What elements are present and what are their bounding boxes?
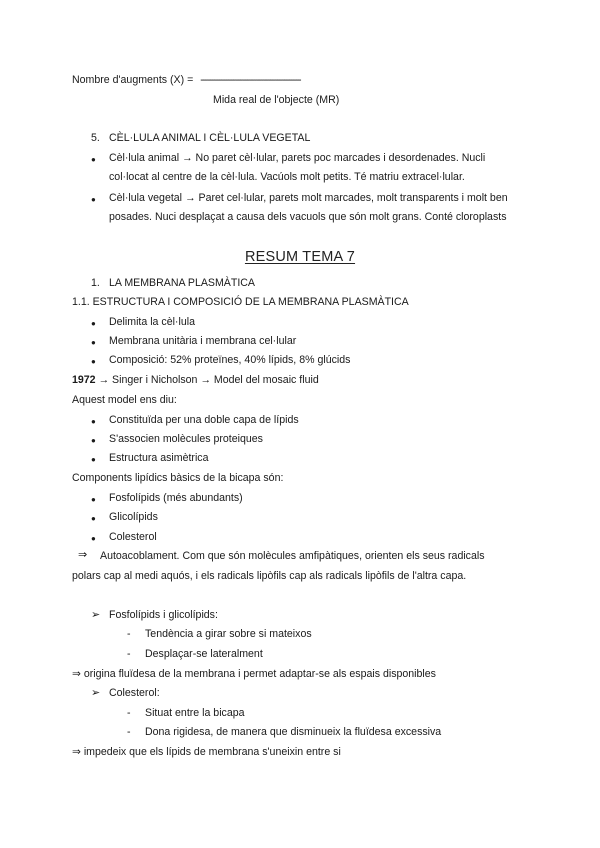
model-intro: Aquest model ens diu: (72, 394, 177, 406)
plant-cell-line2: posades. Nuci desplaçat a causa dels vacuols que són molt grans. Conté cloroplasts (109, 211, 507, 223)
model-text: → Singer i Nicholson → Model del mosaic fluid (95, 374, 319, 386)
bullet-dot: ● (91, 195, 96, 204)
bullet-dot: ● (91, 319, 96, 328)
colest-item: Situat entre la bicapa (145, 707, 245, 719)
fosfo-item: Tendència a girar sobre si mateixos (145, 628, 312, 640)
model-line (72, 374, 319, 386)
colest-item: Dona rigidesa, de manera que disminueix la fluïdesa excessiva (145, 726, 442, 738)
fosfo-item: Desplaçar-se lateralment (145, 648, 263, 660)
formula-numerator (72, 74, 300, 86)
fosfo-heading: Fosfolípids i glicolípids: (109, 609, 218, 621)
impedeix-line: ⇒ impedeix que els lípids de membrana s'uneixin entre si (72, 746, 341, 758)
bullet-dot: ● (91, 514, 96, 523)
formula-left: Nombre d'augments (X) = (72, 74, 194, 86)
list2-item: S'associen molècules proteiques (109, 433, 263, 445)
list1-item: Composició: 52% proteïnes, 40% lípids, 8% glúcids (109, 354, 351, 366)
list2-item: Constituïda per una doble capa de lípids (109, 414, 299, 426)
bullet-dot: ● (91, 455, 96, 464)
subheading: 1.1. ESTRUCTURA I COMPOSICIÓ DE LA MEMBRANA PLASMÀTICA (72, 296, 409, 308)
auto-line2: polars cap al medi aquós, i els radicals lipòfils cap als radicals lipòfils de l'altra capa. (72, 570, 467, 582)
dash-bullet: - (127, 726, 131, 738)
list1-item: Membrana unitària i membrana cel·lular (109, 335, 297, 347)
year: 1972 (72, 374, 96, 386)
auto-line1: Autoacoblament. Com que són molècules amfipàtiques, orienten els seus radicals (100, 550, 485, 562)
item1-heading: LA MEMBRANA PLASMÀTICA (109, 277, 255, 289)
list1-item: Delimita la cèl·lula (109, 316, 195, 328)
list3-item: Colesterol (109, 531, 157, 543)
bullet-dot: ● (91, 417, 96, 426)
dash-bullet: - (127, 648, 131, 660)
bullet-dot: ● (91, 495, 96, 504)
components-intro: Components lipídics bàsics de la bicapa són: (72, 472, 284, 484)
colest-heading: Colesterol: (109, 687, 160, 699)
bullet-dot: ● (91, 155, 96, 164)
resum-title: RESUM TEMA 7 (244, 249, 356, 265)
animal-cell-line2: col·locat al centre de la cèl·lula. Vacúols molt petits. Té matriu extracel·lular. (109, 171, 465, 183)
plant-cell-line1: Cèl·lula vegetal → Paret cel·lular, parets molt marcades, molt transparents i molt ben (109, 192, 508, 204)
item1-number: 1. (91, 277, 100, 289)
list2-item: Estructura asimètrica (109, 452, 209, 464)
list3-item: Fosfolípids (més abundants) (109, 492, 243, 504)
double-arrow-icon: ⇒ (78, 549, 88, 561)
bullet-dot: ● (91, 338, 96, 347)
arrow-bullet-icon: ➢ (91, 687, 101, 699)
bullet-dot: ● (91, 436, 96, 445)
bullet-dot: ● (91, 357, 96, 366)
fluidesa-line: ⇒ origina fluïdesa de la membrana i permet adaptar-se als espais disponibles (72, 668, 436, 680)
dash-bullet: - (127, 628, 131, 640)
formula-line: ------------------------------------------- (200, 74, 301, 86)
animal-cell-line1: Cèl·lula animal → No paret cèl·lular, parets poc marcades i desordenades. Nucli (109, 152, 486, 164)
section5-heading: CÈL·LULA ANIMAL I CÈL·LULA VEGETAL (109, 132, 311, 144)
arrow-bullet-icon: ➢ (91, 609, 101, 621)
section5-number: 5. (91, 132, 100, 144)
list3-item: Glicolípids (109, 511, 158, 523)
bullet-dot: ● (91, 534, 96, 543)
dash-bullet: - (127, 707, 131, 719)
formula-denominator: Mida real de l'objecte (MR) (213, 94, 340, 106)
